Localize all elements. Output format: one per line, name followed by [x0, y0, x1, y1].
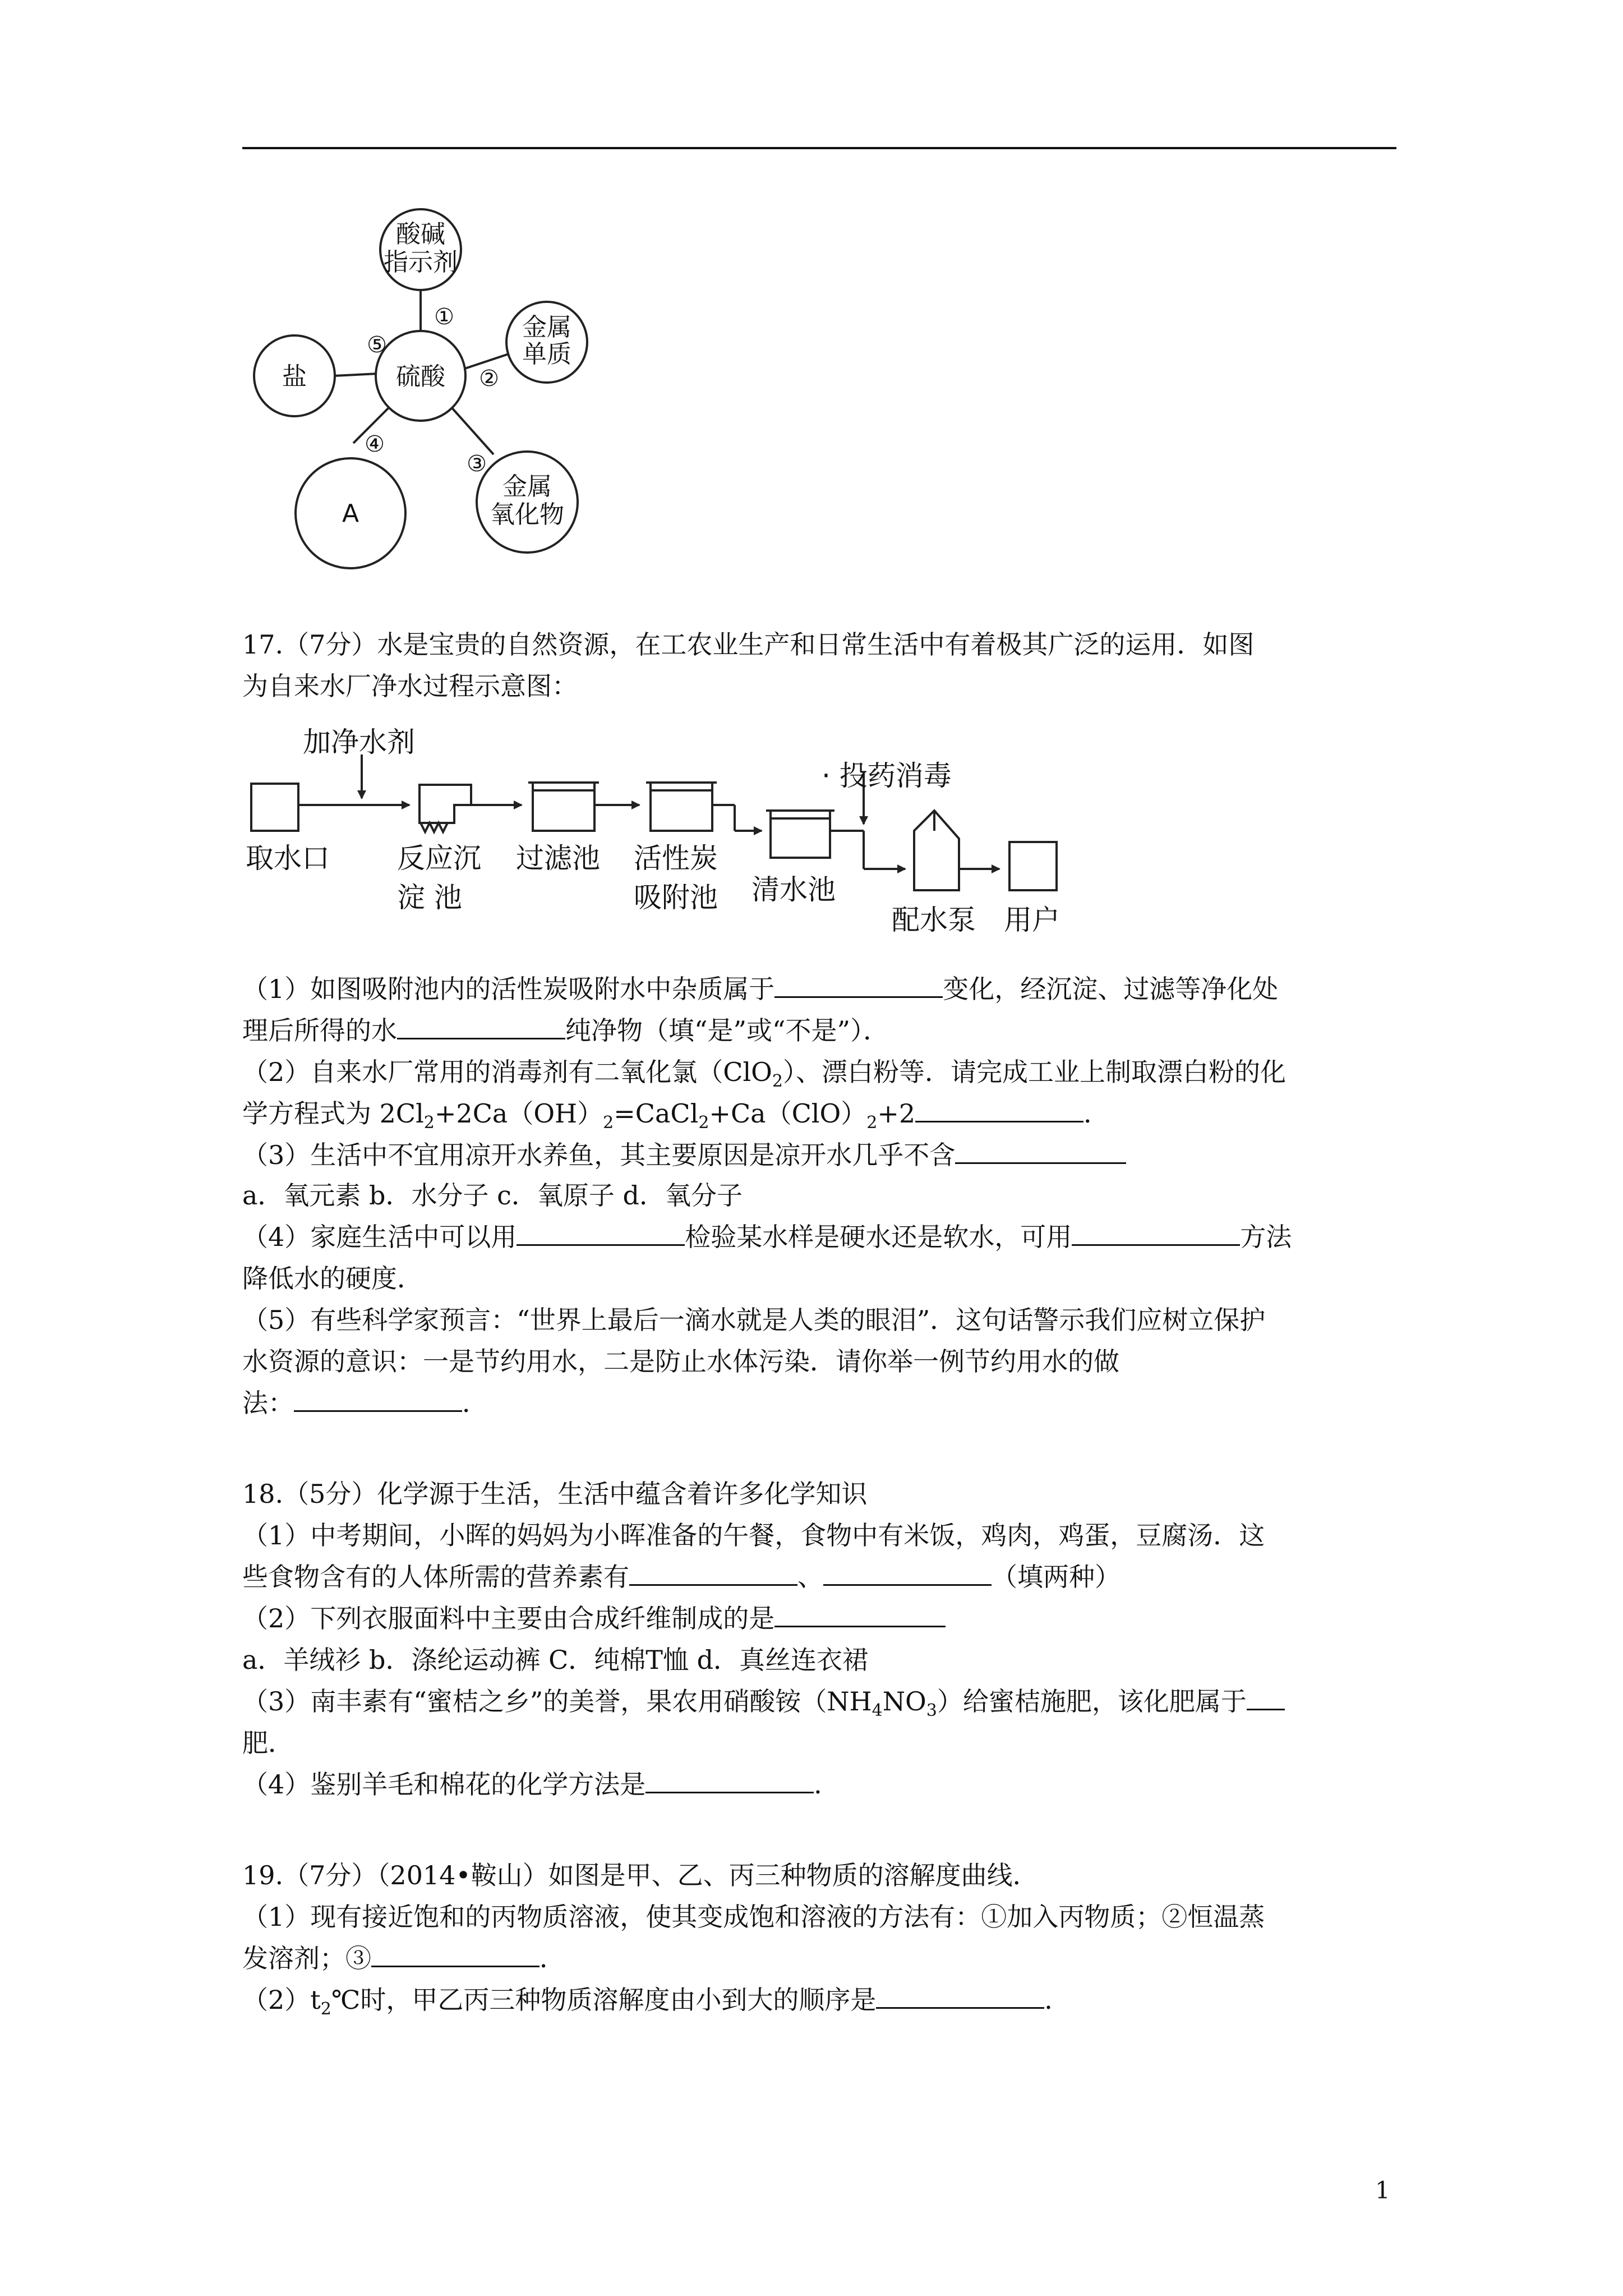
flow-carbon-1: 活性炭: [634, 842, 718, 875]
q17-intro-line1: 17.（7分）水是宝贵的自然资源，在工农业生产和日常生活中有着极其广泛的运用．如图: [242, 629, 1255, 660]
center-label: 硫酸: [396, 362, 445, 391]
flow-filter: 过滤池: [516, 842, 600, 875]
q17-s2-line1: （2）自来水厂常用的消毒剂有二氧化氯（ClO$_2$）、漂白粉等．请完成工业上制取漂白粉的化: [242, 1057, 1286, 1092]
q17-s4-blank1[interactable]: [517, 1220, 685, 1246]
link-5: ⑤: [367, 332, 387, 358]
q18-s4-blank[interactable]: [645, 1767, 814, 1793]
flow-clear: 清水池: [751, 873, 836, 906]
q17-s1-line1: （1）如图吸附池内的活性炭吸附水中杂质属于 变化，经沉淀、过滤等净化处: [242, 972, 1278, 1006]
q17-s2-blank[interactable]: [915, 1096, 1083, 1122]
metal-oxide-label-1: 金属: [502, 472, 552, 501]
flow-add-agent: 加净水剂: [303, 726, 415, 758]
indicator-label-1: 酸碱: [396, 220, 445, 249]
link-2: ②: [479, 366, 499, 392]
q18-s2-blank[interactable]: [774, 1601, 946, 1627]
flow-react-2: 淀 池: [397, 881, 462, 914]
q17-s3-blank[interactable]: [955, 1138, 1126, 1164]
q17-s4-blank2[interactable]: [1072, 1220, 1240, 1246]
link-3: ③: [467, 451, 487, 477]
a-label: A: [342, 499, 359, 528]
metal-element-label-1: 金属: [522, 313, 571, 342]
water-treatment-flow: [241, 721, 1094, 956]
q19-s2-blank[interactable]: [876, 1982, 1044, 2009]
q17-s4-line1: （4）家庭生活中可以用 检验某水样是硬水还是软水，可用 方法: [242, 1220, 1292, 1254]
q18-s2-line: （2）下列衣服面料中主要由合成纤维制成的是: [242, 1601, 946, 1636]
indicator-label-2: 指示剂: [384, 248, 458, 277]
flow-carbon-2: 吸附池: [634, 881, 718, 914]
flow-react-1: 反应沉: [397, 842, 481, 875]
q18-intro: 18.（5分）化学源于生活，生活中蕴含着许多化学知识: [242, 1479, 868, 1509]
q17-s5-line3: 法： ．: [242, 1386, 488, 1420]
q19-s1-line1: （1）现有接近饱和的丙物质溶液，使其变成饱和溶液的方法有：①加入丙物质；②恒温蒸: [242, 1902, 1265, 1932]
page-number: 1: [1375, 2177, 1390, 2204]
q18-s1-line2: 些食物含有的人体所需的营养素有 、 （填两种）: [242, 1559, 1121, 1594]
q18-s2-options: a．羊绒衫 b．涤纶运动裤 C．纯棉T恤 d．真丝连衣裙: [242, 1645, 869, 1675]
q19-s1-blank[interactable]: [371, 1941, 540, 1967]
q17-s1-blank1[interactable]: [774, 972, 943, 998]
link-1: ①: [434, 304, 454, 330]
flow-disinfect: · 投药消毒: [822, 760, 952, 792]
q18-s3-line1: （3）南丰素有“蜜桔之乡”的美誉，果农用硝酸铵$(NH_4NO_3)$给蜜桔施肥，该化肥属于: [242, 1684, 1285, 1728]
q17-s5-line1: （5）有些科学家预言：“世界上最后一滴水就是人类的眼泪”．这句话警示我们应树立保护: [242, 1305, 1266, 1335]
q17-s4-line2: 降低水的硬度．: [242, 1263, 423, 1294]
q18-s1-blank1[interactable]: [629, 1559, 797, 1586]
q19-intro: 19.（7分）（2014•鞍山）如图是甲、乙、丙三种物质的溶解度曲线．: [242, 1860, 1039, 1890]
salt-label: 盐: [282, 362, 307, 391]
q19-s1-line2: 发溶剂；③ ．: [242, 1941, 565, 1976]
q17-s1-blank2[interactable]: [397, 1013, 565, 1039]
sulfuric-acid-diagram: [236, 208, 662, 589]
q17-s3-line: （3）生活中不宜用凉开水养鱼，其主要原因是凉开水几乎不含: [242, 1138, 1126, 1172]
flow-user: 用户: [1004, 904, 1060, 936]
metal-element-label-2: 单质: [522, 340, 571, 369]
q19-s2-line: $(2)t_2℃$时，甲乙丙三种物质溶解度由小到大的顺序是 ．: [242, 1982, 1070, 2027]
q17-s3-options: a．氧元素 b．水分子 c．氧原子 d．氧分子: [242, 1180, 743, 1211]
header-rule: [242, 147, 1396, 149]
q18-s3-line2: 肥．: [242, 1728, 294, 1758]
link-4: ④: [365, 431, 385, 457]
q18-s3-blank[interactable]: [1247, 1684, 1285, 1710]
q17-s1-line2: 理后所得的水 纯净物（填“是”或“不是”）．: [242, 1013, 889, 1048]
q17-intro-line2: 为自来水厂净水过程示意图：: [242, 671, 578, 701]
flow-intake: 取水口: [246, 842, 330, 875]
q17-s2-line2: 学方程式为 $2Cl_2+2Ca(OH)_2=CaCl_2+Ca(ClO)_2+2$ ．: [242, 1096, 1109, 1140]
metal-oxide-label-2: 氧化物: [490, 500, 564, 529]
q17-s5-blank[interactable]: [294, 1386, 462, 1412]
q18-s4-line: （4）鉴别羊毛和棉花的化学方法是 ．: [242, 1767, 840, 1802]
q17-s5-line2: 水资源的意识：一是节约用水，二是防止水体污染．请你举一例节约用水的做: [242, 1346, 1119, 1377]
flow-pump: 配水泵: [892, 904, 976, 936]
q18-s1-line1: （1）中考期间，小晖的妈妈为小晖准备的午餐，食物中有米饭，鸡肉，鸡蛋，豆腐汤．这: [242, 1520, 1265, 1550]
q18-s1-blank2[interactable]: [823, 1559, 992, 1586]
